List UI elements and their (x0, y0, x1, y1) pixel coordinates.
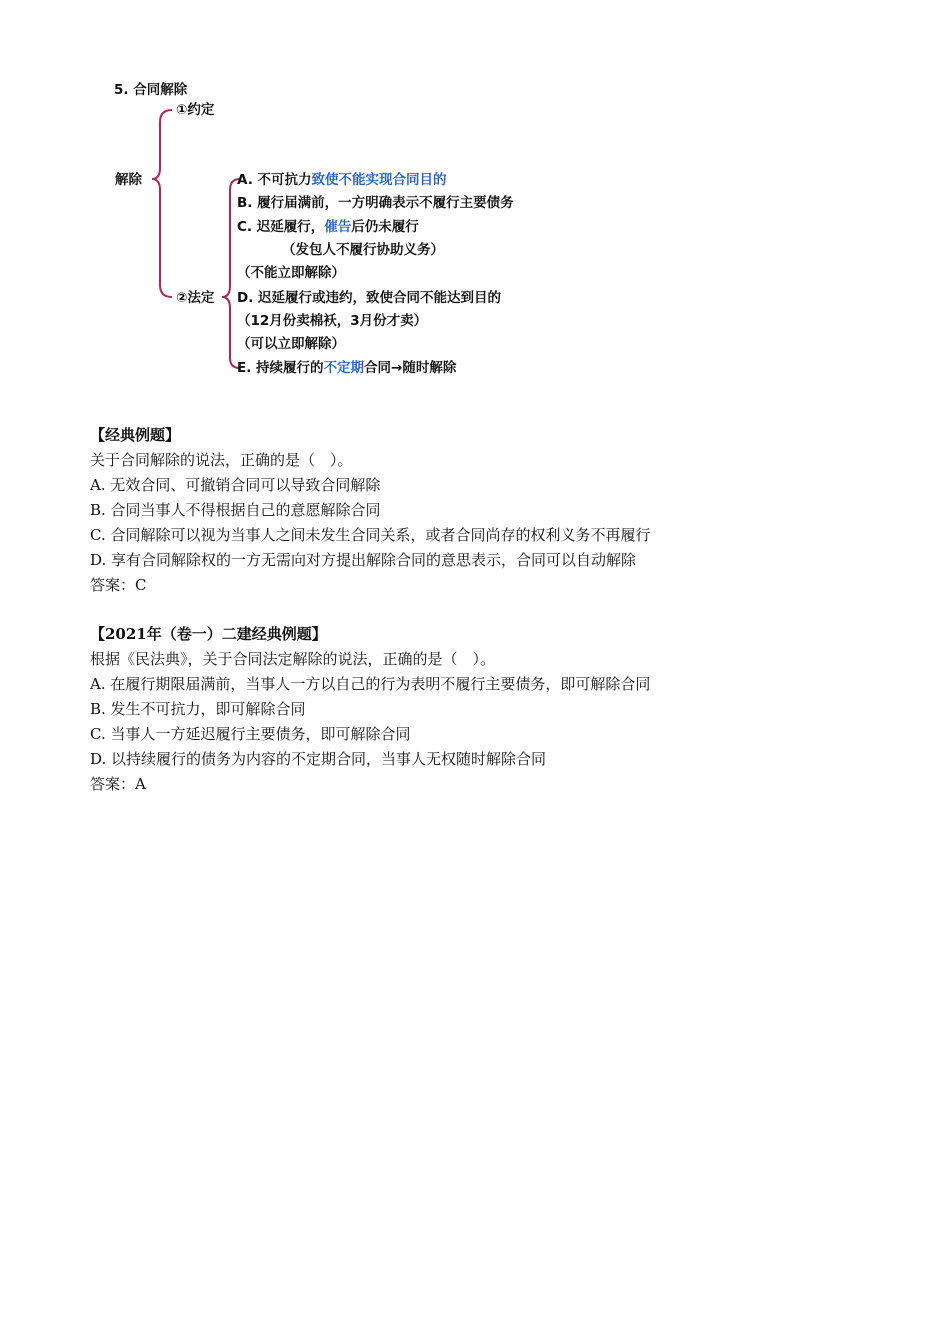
example-1-answer: 答案：C (90, 576, 147, 594)
example-2 (90, 622, 650, 797)
root-label: 解除 (115, 172, 142, 188)
item-d-note2: （可以立即解除） (237, 336, 345, 352)
item-c-note: （发包人不履行协助义务） (282, 242, 444, 258)
example-1 (90, 423, 650, 598)
branch-agreed: ①约定 (176, 102, 215, 118)
example-1-stem: 关于合同解除的说法，正确的是（ ）。 (90, 451, 353, 469)
example-1-option-b: B. 合同当事人不得根据自己的意愿解除合同 (90, 501, 381, 519)
example-2-title: 【2021年（卷一）二建经典例题】 (90, 625, 327, 643)
item-c-note2: （不能立即解除） (237, 265, 345, 281)
example-2-stem: 根据《民法典》，关于合同法定解除的说法，正确的是（ ）。 (90, 650, 496, 668)
diagram-heading: 5. 合同解除 (114, 82, 188, 98)
item-a: A. 不可抗力致使不能实现合同目的 (237, 172, 447, 188)
example-2-option-d: D. 以持续履行的债务为内容的不定期合同，当事人无权随时解除合同 (90, 750, 547, 768)
example-2-answer: 答案：A (90, 775, 146, 793)
branch-statutory: ②法定 (176, 290, 215, 306)
item-d: D. 迟延履行或违约，致使合同不能达到目的 (237, 290, 502, 306)
example-1-option-a: A. 无效合同、可撤销合同可以导致合同解除 (90, 476, 381, 494)
example-2-option-c: C. 当事人一方延迟履行主要债务，即可解除合同 (90, 725, 411, 743)
item-b: B. 履行届满前，一方明确表示不履行主要债务 (237, 195, 514, 211)
example-1-option-c: C. 合同解除可以视为当事人之间未发生合同关系，或者合同尚存的权利义务不再履行 (90, 526, 651, 544)
example-2-option-a: A. 在履行期限届满前，当事人一方以自己的行为表明不履行主要债务，即可解除合同 (90, 675, 651, 693)
item-d-note: （12月份卖棉袄，3月份才卖） (237, 313, 428, 329)
item-e: E. 持续履行的不定期合同→随时解除 (237, 360, 457, 376)
outer-brace (152, 110, 172, 297)
item-c: C. 迟延履行，催告后仍未履行 (237, 219, 419, 235)
example-2-option-b: B. 发生不可抗力，即可解除合同 (90, 700, 306, 718)
example-1-title: 【经典例题】 (90, 426, 181, 444)
example-1-option-d: D. 享有合同解除权的一方无需向对方提出解除合同的意思表示，合同可以自动解除 (90, 551, 637, 569)
